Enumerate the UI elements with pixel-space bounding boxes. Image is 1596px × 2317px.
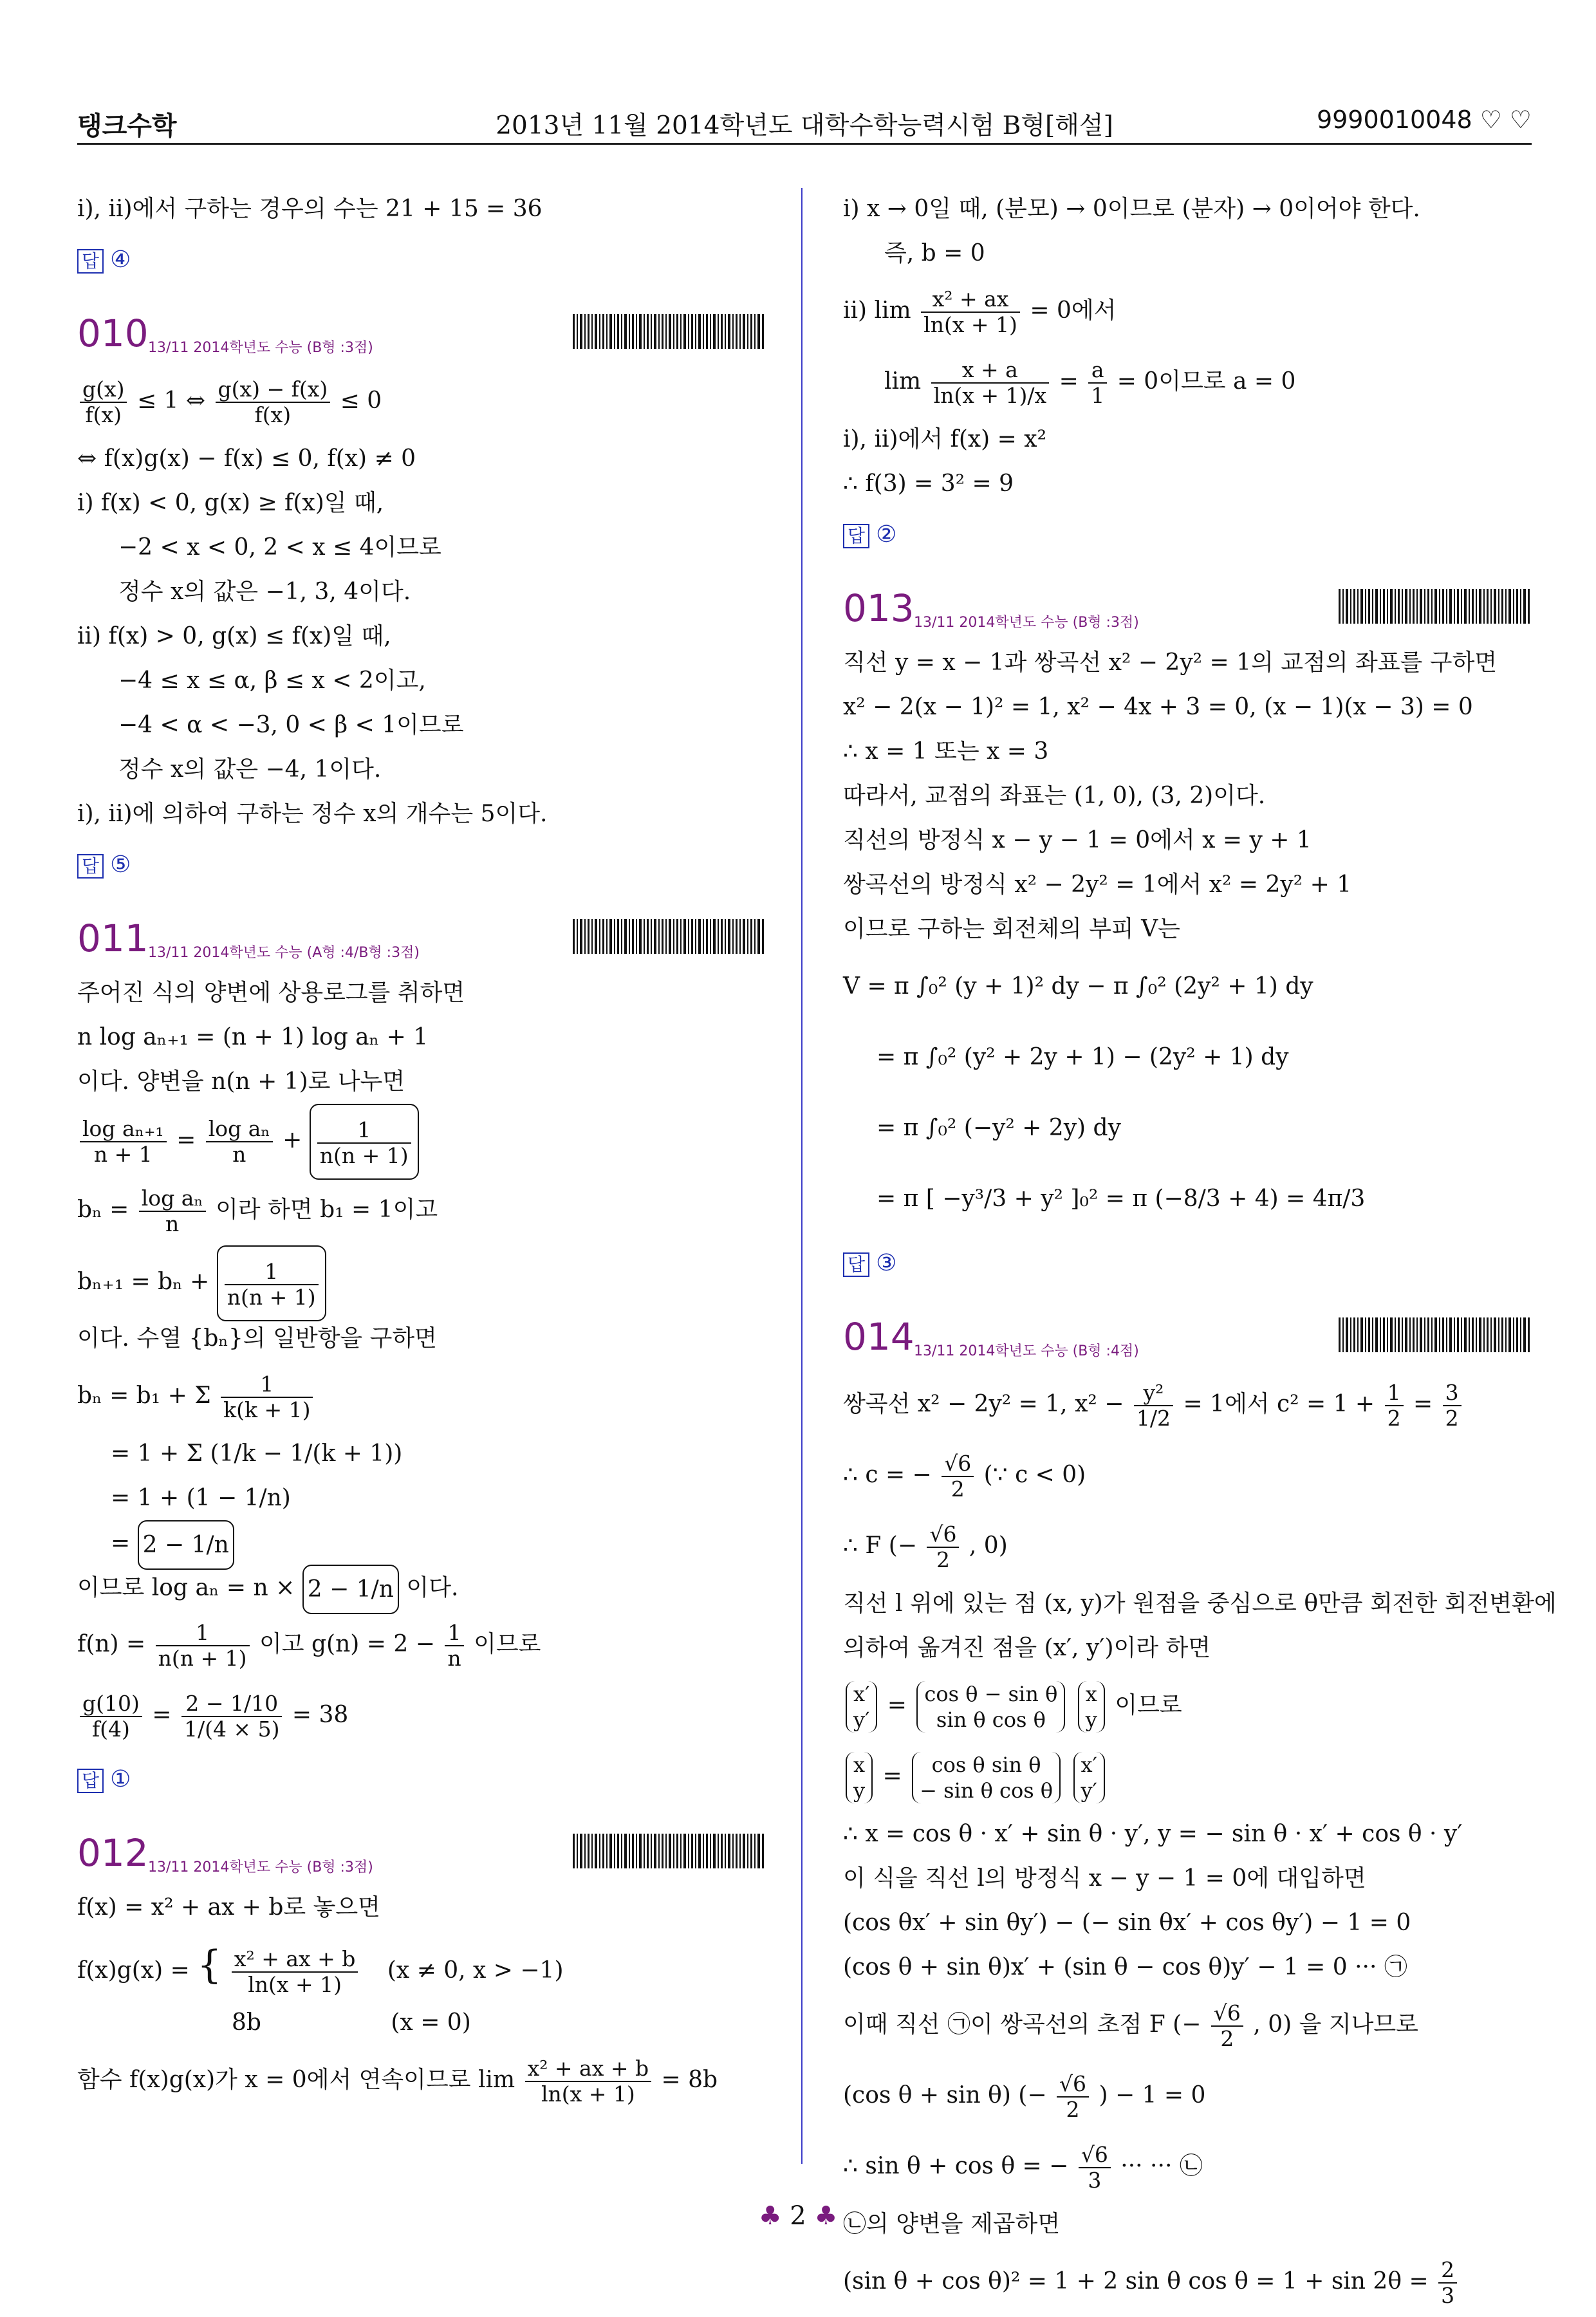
frac-denominator: 3 <box>1088 2168 1102 2193</box>
frac-denominator: 3 <box>1441 2283 1455 2308</box>
solution-line: = π [ −y³/3 + y² ]₀² = π (−8/3 + 4) = 4π/3 <box>877 1186 1366 1212</box>
solution-line: ⅰ) x → 0일 때, (분모) → 0이므로 (분자) → 0이어야 한다. <box>843 196 1420 222</box>
solution-line: 직선 l 위에 있는 점 (x, y)가 원점을 중심으로 θ만큼 회전한 회전변환에 <box>843 1590 1557 1617</box>
frac-denominator: f(4) <box>91 1717 130 1742</box>
math-text: = <box>176 1127 196 1153</box>
vector <box>1078 1681 1105 1733</box>
problem-header-013 <box>843 582 1532 640</box>
math-text: , 0) 을 지나므로 <box>1253 2011 1418 2038</box>
solution-line <box>843 2131 1532 2202</box>
right-column <box>843 187 1557 2317</box>
solution-line: 의하여 옮겨진 점을 (x′, y′)이라 하면 <box>843 1635 1211 1661</box>
problem-source: 13/11 2014학년도 수능 (B형 :3점) <box>148 1859 373 1875</box>
problem-number: 013 <box>843 586 914 630</box>
answer-013 <box>843 1241 1532 1285</box>
frac-denominator: n + 1 <box>93 1142 153 1167</box>
frac-numerator: √6 <box>1211 2001 1243 2027</box>
solution-line: = π ∫₀² (y² + 2y + 1) − (2y² + 1) dy <box>877 1044 1289 1070</box>
math-text: + <box>283 1127 302 1153</box>
math-text: lim <box>884 368 922 395</box>
page-number: 2 <box>790 2201 806 2231</box>
math-text: = <box>882 1763 902 1789</box>
frac-denominator: 2 <box>951 1476 965 1502</box>
frac-numerator: 1 <box>221 1372 313 1398</box>
answer-label: 답 <box>77 854 104 879</box>
solution-line: −4 < α < −3, 0 < β < 1이므로 <box>118 712 464 738</box>
club-icon: ♣ <box>814 2201 838 2231</box>
matrix-row: x <box>853 1753 866 1777</box>
math-text: ⅱ) lim <box>843 297 911 324</box>
solution-line: ㉡의 양변을 제곱하면 <box>843 2211 1061 2237</box>
frac-numerator: 1 <box>445 1621 463 1646</box>
solution-line <box>77 1565 766 1609</box>
math-text: 이므로 log aₙ = n × <box>77 1574 295 1601</box>
page-header <box>77 102 1532 145</box>
math-text: ≤ 0 <box>340 387 382 414</box>
solution-line: n log aₙ₊₁ = (n + 1) log aₙ + 1 <box>77 1024 429 1050</box>
solution-line <box>843 275 1532 346</box>
math-text: = <box>887 1692 907 1718</box>
math-text: ∴ c = − <box>843 1462 932 1488</box>
matrix-row: x′ <box>853 1682 870 1706</box>
frac-denominator: k(k + 1) <box>223 1397 311 1422</box>
frac-denominator: 2 <box>1445 1406 1459 1431</box>
frac-numerator: 1 <box>225 1260 319 1285</box>
frac-denominator: 1 <box>1091 383 1105 408</box>
math-text: = <box>111 1530 131 1557</box>
math-text: bₙ = b₁ + Σ <box>77 1382 211 1409</box>
solution-line: 이다. 양변을 n(n + 1)로 나누면 <box>77 1068 405 1095</box>
matrix-row: y <box>1085 1708 1097 1732</box>
barcode-icon <box>1339 589 1532 624</box>
problem-source: 13/11 2014학년도 수능 (B형 :3점) <box>148 340 373 356</box>
solution-line <box>77 1680 766 1751</box>
solution-line <box>77 366 766 436</box>
frac-denominator: n <box>447 1646 461 1671</box>
frac-denominator: n(n + 1) <box>227 1285 316 1310</box>
matrix-row: sin θ cos θ <box>936 1708 1046 1732</box>
solution-line: 이다. 수열 {bₙ}의 일반항을 구하면 <box>77 1325 437 1352</box>
intro-line: ⅰ), ⅱ)에서 구하는 경우의 수는 21 + 15 = 36 <box>77 196 543 222</box>
frac-numerator: 1 <box>1385 1381 1404 1406</box>
solution-line: V = π ∫₀² (y + 1)² dy − π ∫₀² (2y² + 1) dy <box>843 973 1313 1000</box>
barcode-icon <box>1339 1317 1532 1352</box>
math-text: (sin θ + cos θ)² = 1 + 2 sin θ cos θ = 1 + sin 2θ = <box>843 2268 1429 2294</box>
answer-011 <box>77 1757 766 1801</box>
frac-numerator: √6 <box>927 1522 959 1548</box>
answer-mark: ① <box>110 1766 131 1792</box>
vector <box>1073 1752 1105 1803</box>
solution-line <box>77 2000 766 2045</box>
math-text: bₙ₊₁ = bₙ + <box>77 1269 210 1295</box>
math-text: 쌍곡선 x² − 2y² = 1, x² − <box>843 1391 1124 1417</box>
problem-number: 012 <box>77 1831 149 1875</box>
frac-denominator: ln(x + 1) <box>923 312 1017 337</box>
solution-line: 즉, b = 0 <box>884 240 985 266</box>
barcode-icon <box>573 919 766 954</box>
solution-line <box>843 346 1532 417</box>
answer-012 <box>843 512 1532 557</box>
answer-label: 답 <box>843 1252 869 1277</box>
frac-numerator: 1 <box>317 1118 411 1144</box>
math-text: f(x)g(x) = <box>77 1957 190 1984</box>
matrix-row: y′ <box>853 1708 870 1732</box>
problem-number: 014 <box>843 1315 914 1359</box>
frac-denominator: n <box>165 1211 180 1236</box>
answer-mark: ⑤ <box>110 851 131 878</box>
solution-line <box>77 2045 766 2116</box>
matrix-row: − sin θ cos θ <box>920 1778 1053 1803</box>
frac-numerator: √6 <box>1057 2072 1089 2098</box>
solution-line: 따라서, 교점의 좌표는 (1, 0), (3, 2)이다. <box>843 783 1266 809</box>
frac-denominator: 2 <box>1066 2097 1080 2122</box>
math-text: 이때 직선 ㉠이 쌍곡선의 초점 F (− <box>843 2011 1202 2038</box>
problem-number: 011 <box>77 917 149 960</box>
problem-header-010 <box>77 308 766 366</box>
left-column <box>77 187 766 2116</box>
math-text: = <box>1059 368 1079 395</box>
math-text: ≤ 1 ⇔ <box>136 387 206 414</box>
frac-denominator: n <box>232 1142 246 1167</box>
matrix-row: x′ <box>1081 1753 1097 1777</box>
solution-line <box>77 1175 766 1245</box>
solution-line: (cos θx′ + sin θy′) − (− sin θx′ + cos θy′) − 1 = 0 <box>843 1910 1411 1936</box>
column-divider <box>801 188 803 2164</box>
solution-line <box>843 1440 1532 1511</box>
solution-line: 이 식을 직선 l의 방정식 x − y − 1 = 0에 대입하면 <box>843 1865 1366 1892</box>
intro-answer <box>77 237 766 282</box>
frac-numerator: x² + ax + b <box>232 1947 358 1973</box>
solution-line <box>843 1989 1532 2060</box>
answer-mark: ③ <box>876 1250 897 1276</box>
frac-numerator: 2 <box>1438 2258 1457 2284</box>
math-text: = <box>1413 1391 1433 1417</box>
solution-line: −2 < x < 0, 2 < x ≤ 4이므로 <box>118 534 441 561</box>
matrix-row: cos θ sin θ <box>931 1753 1041 1777</box>
exam-title: 2013년 11월 2014학년도 대학수학능력시험 B형[해설] <box>496 111 1113 140</box>
boxed-term: 2 − 1/n <box>138 1520 234 1570</box>
answer-label: 답 <box>77 249 104 274</box>
frac-numerator: a <box>1088 358 1107 384</box>
frac-denominator: f(x) <box>254 402 292 427</box>
frac-numerator: g(10) <box>80 1691 142 1717</box>
frac-denominator: n(n + 1) <box>319 1143 409 1168</box>
solution-line: 이므로 구하는 회전체의 부피 V는 <box>843 916 1180 942</box>
frac-denominator: ln(x + 1)/x <box>933 383 1047 408</box>
math-text: = <box>152 1702 172 1728</box>
matrix-row: y′ <box>1081 1778 1097 1803</box>
math-text: = 0에서 <box>1030 297 1117 324</box>
math-text: 함수 f(x)g(x)가 x = 0에서 연속이므로 lim <box>77 2067 515 2093</box>
solution-line <box>843 2060 1532 2131</box>
frac-numerator: 2 − 1/10 <box>181 1691 282 1717</box>
frac-numerator: x² + ax <box>921 287 1020 313</box>
solution-line: 직선의 방정식 x − y − 1 = 0에서 x = y + 1 <box>843 827 1312 853</box>
solution-line: ∴ x = 1 또는 x = 3 <box>843 738 1049 765</box>
matrix-row: x <box>1085 1682 1097 1706</box>
math-text: 이다. <box>406 1574 459 1601</box>
solution-line <box>77 1930 766 2000</box>
solution-line <box>77 1245 766 1316</box>
frac-numerator: log aₙ <box>139 1186 206 1212</box>
problem-source: 13/11 2014학년도 수능 (A형 :4/B형 :3점) <box>148 945 420 961</box>
frac-numerator: √6 <box>942 1451 974 1477</box>
problem-number: 010 <box>77 312 149 355</box>
math-text: ··· ··· ㉡ <box>1120 2153 1203 2179</box>
math-text: = 0이므로 a = 0 <box>1117 368 1296 395</box>
solution-line: 정수 x의 값은 −1, 3, 4이다. <box>118 579 411 605</box>
math-text: 이고 g(n) = 2 − <box>259 1631 435 1657</box>
solution-line: 직선 y = x − 1과 쌍곡선 x² − 2y² = 1의 교점의 좌표를 구하면 <box>843 649 1498 676</box>
solution-line <box>843 1369 1532 1440</box>
solution-line: ⅰ) f(x) < 0, g(x) ≥ f(x)일 때, <box>77 490 384 516</box>
solution-line <box>843 1741 1532 1812</box>
frac-denominator: f(x) <box>85 402 122 427</box>
solution-line: = π ∫₀² (−y² + 2y) dy <box>877 1115 1121 1141</box>
answer-010 <box>77 842 766 887</box>
frac-numerator: g(x) <box>80 377 127 403</box>
frac-denominator: ln(x + 1) <box>248 1972 342 1997</box>
solution-line: ∴ f(3) = 3² = 9 <box>843 470 1014 497</box>
math-text: bₙ = <box>77 1196 129 1223</box>
boxed-term <box>310 1104 419 1180</box>
solution-line <box>77 1104 766 1175</box>
frac-denominator: 1/(4 × 5) <box>183 1717 280 1742</box>
math-text: (x = 0) <box>391 2009 471 2036</box>
frac-numerator: 1 <box>156 1621 250 1646</box>
rotation-matrix <box>916 1681 1065 1733</box>
solution-line: −4 ≤ x ≤ α, β ≤ x < 2이고, <box>118 667 426 694</box>
frac-numerator: √6 <box>1079 2143 1111 2168</box>
solution-line <box>843 2246 1532 2317</box>
answer-label: 답 <box>77 1769 104 1793</box>
solution-line: (cos θ + sin θ)x′ + (sin θ − cos θ)y′ − 1 = 0 ··· ㉠ <box>843 1954 1407 1980</box>
matrix-row: y <box>853 1778 866 1803</box>
barcode-icon <box>573 314 766 349</box>
frac-numerator: log aₙ <box>206 1117 273 1142</box>
math-text: (cos θ + sin θ) (− <box>843 2082 1047 2108</box>
barcode-icon <box>573 1834 766 1868</box>
boxed-term <box>217 1245 326 1321</box>
problem-source: 13/11 2014학년도 수능 (B형 :3점) <box>914 615 1139 631</box>
problem-header-014 <box>843 1311 1532 1369</box>
frac-numerator: x + a <box>931 358 1050 384</box>
math-text: f(n) = <box>77 1631 146 1657</box>
answer-label: 답 <box>843 524 869 548</box>
vector <box>846 1681 877 1733</box>
math-text: 8b <box>232 2009 261 2036</box>
frac-denominator: 1/2 <box>1136 1406 1171 1431</box>
math-text: 이므로 <box>474 1631 541 1657</box>
frac-denominator: n(n + 1) <box>158 1646 247 1671</box>
solution-line: 정수 x의 값은 −4, 1이다. <box>118 756 382 783</box>
math-text: 이므로 <box>1115 1692 1182 1718</box>
solution-line <box>77 1609 766 1680</box>
math-text: = 1에서 c² = 1 + <box>1183 1391 1375 1417</box>
math-text: = 8b <box>661 2067 718 2093</box>
boxed-term: 2 − 1/n <box>302 1565 399 1614</box>
frac-numerator: 3 <box>1443 1381 1461 1406</box>
solution-line <box>843 1670 1532 1741</box>
solution-line: ⅱ) f(x) > 0, g(x) ≤ f(x)일 때, <box>77 623 391 649</box>
frac-numerator: y² <box>1134 1381 1173 1406</box>
solution-line: ⅰ), ⅱ)에 의하여 구하는 정수 x의 개수는 5이다. <box>77 801 548 827</box>
problem-header-012 <box>77 1827 766 1885</box>
math-text: (∵ c < 0) <box>983 1462 1086 1488</box>
problem-source: 13/11 2014학년도 수능 (B형 :4점) <box>914 1343 1139 1359</box>
solution-line: 쌍곡선의 방정식 x² − 2y² = 1에서 x² = 2y² + 1 <box>843 871 1352 898</box>
club-icon: ♣ <box>758 2201 782 2231</box>
brace-icon: { <box>197 1942 222 1987</box>
frac-numerator: g(x) − f(x) <box>216 377 331 403</box>
math-text: ∴ F (− <box>843 1532 917 1559</box>
solution-line: ⅰ), ⅱ)에서 f(x) = x² <box>843 426 1047 452</box>
math-text: 이라 하면 b₁ = 1이고 <box>216 1196 438 1223</box>
problem-header-011 <box>77 913 766 971</box>
solution-line: ⇔ f(x)g(x) − f(x) ≤ 0, f(x) ≠ 0 <box>77 445 416 472</box>
answer-mark: ② <box>876 521 897 548</box>
solution-line: = 1 + (1 − 1/n) <box>111 1485 291 1511</box>
document-id: 9990010048 ♡ ♡ <box>1316 106 1532 134</box>
matrix-row: cos θ − sin θ <box>924 1682 1058 1706</box>
answer-mark: ④ <box>110 247 131 273</box>
solution-line: = 1 + Σ (1/k − 1/(k + 1)) <box>111 1440 403 1467</box>
solution-line: ∴ x = cos θ · x′ + sin θ · y′, y = − sin θ · x′ + cos θ · y′ <box>843 1821 1463 1847</box>
math-text: , 0) <box>969 1532 1008 1559</box>
page-footer <box>0 2201 1596 2231</box>
solution-line: f(x) = x² + ax + b로 놓으면 <box>77 1894 380 1921</box>
solution-line <box>77 1520 766 1565</box>
frac-denominator: 2 <box>936 1547 950 1572</box>
frac-denominator: 2 <box>1387 1406 1401 1431</box>
frac-numerator: x² + ax + b <box>525 2056 652 2082</box>
math-text: (x ≠ 0, x > −1) <box>387 1957 564 1984</box>
solution-line: 주어진 식의 양변에 상용로그를 취하면 <box>77 980 465 1006</box>
frac-denominator: ln(x + 1) <box>541 2081 635 2107</box>
frac-denominator: 2 <box>1220 2026 1234 2051</box>
frac-numerator: log aₙ₊₁ <box>80 1117 167 1142</box>
solution-line: x² − 2(x − 1)² = 1, x² − 4x + 3 = 0, (x − 1)(x − 3) = 0 <box>843 694 1473 720</box>
brand-title: 탱크수학 <box>77 111 177 141</box>
vector <box>846 1752 873 1803</box>
math-text: ∴ sin θ + cos θ = − <box>843 2153 1069 2179</box>
solution-line <box>843 1511 1532 1581</box>
rotation-matrix <box>912 1752 1061 1803</box>
solution-line <box>77 1361 766 1431</box>
math-text: = 38 <box>292 1702 349 1728</box>
math-text: ) − 1 = 0 <box>1099 2082 1206 2108</box>
